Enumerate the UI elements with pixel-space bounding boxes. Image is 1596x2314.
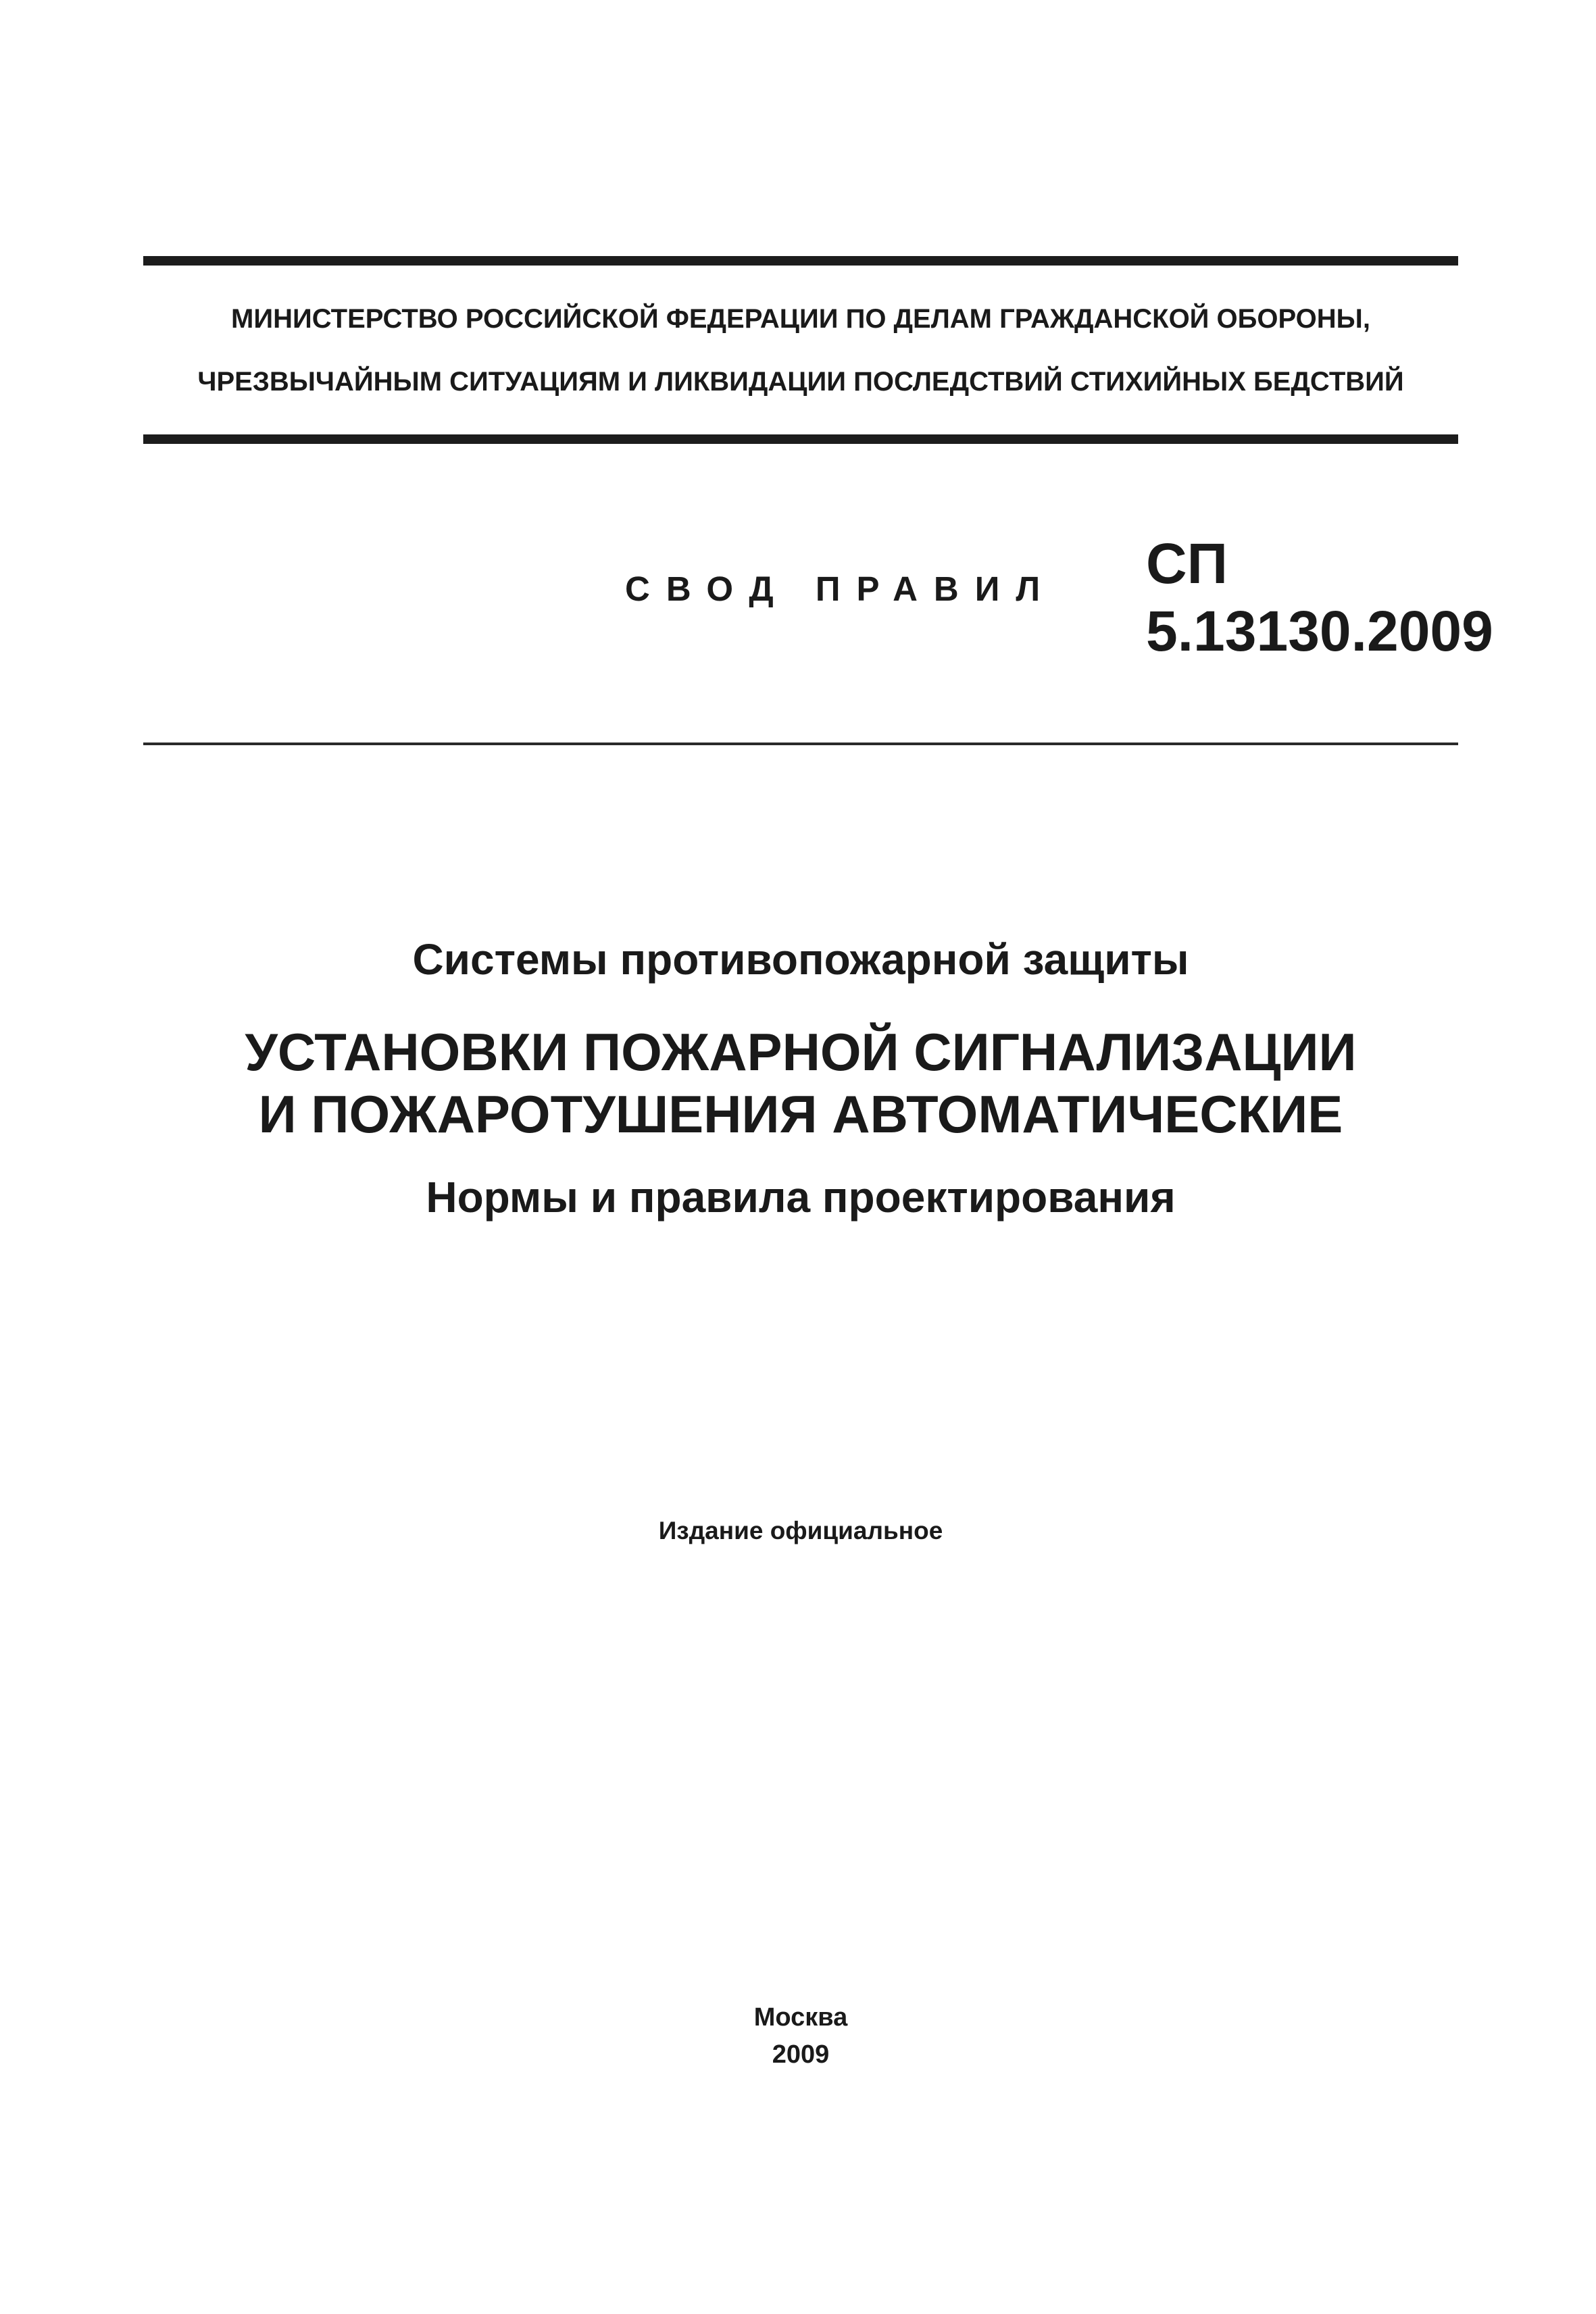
document-subtitle: Системы противопожарной защиты <box>412 935 1189 984</box>
ministry-line-1: МИНИСТЕРСТВО РОССИЙСКОЙ ФЕДЕРАЦИИ ПО ДЕЛАМ ГРАЖДАНСКОЙ ОБОРОНЫ, <box>231 304 1370 334</box>
imprint-year: 2009 <box>772 2040 830 2069</box>
ministry-line-2: ЧРЕЗВЫЧАЙНЫМ СИТУАЦИЯМ И ЛИКВИДАЦИИ ПОСЛЕДСТВИЙ СТИХИЙНЫХ БЕДСТВИЙ <box>197 367 1404 397</box>
top-rule <box>143 256 1458 266</box>
code-number: 5.13130.2009 <box>1146 599 1493 663</box>
imprint-city: Москва <box>753 2003 848 2032</box>
document-title-line-1: УСТАНОВКИ ПОЖАРНОЙ СИГНАЛИЗАЦИИ <box>245 1022 1357 1082</box>
edition-label: Издание официальное <box>658 1517 943 1544</box>
code-bottom-rule <box>143 743 1458 745</box>
document-norms-line: Нормы и правила проектирования <box>426 1173 1176 1222</box>
code-prefix: СП <box>1146 532 1228 595</box>
document-type-label: СВОД ПРАВИЛ <box>625 570 1057 608</box>
document-title-line-2: И ПОЖАРОТУШЕНИЯ АВТОМАТИЧЕСКИЕ <box>258 1084 1343 1144</box>
ministry-bottom-rule <box>143 434 1458 444</box>
